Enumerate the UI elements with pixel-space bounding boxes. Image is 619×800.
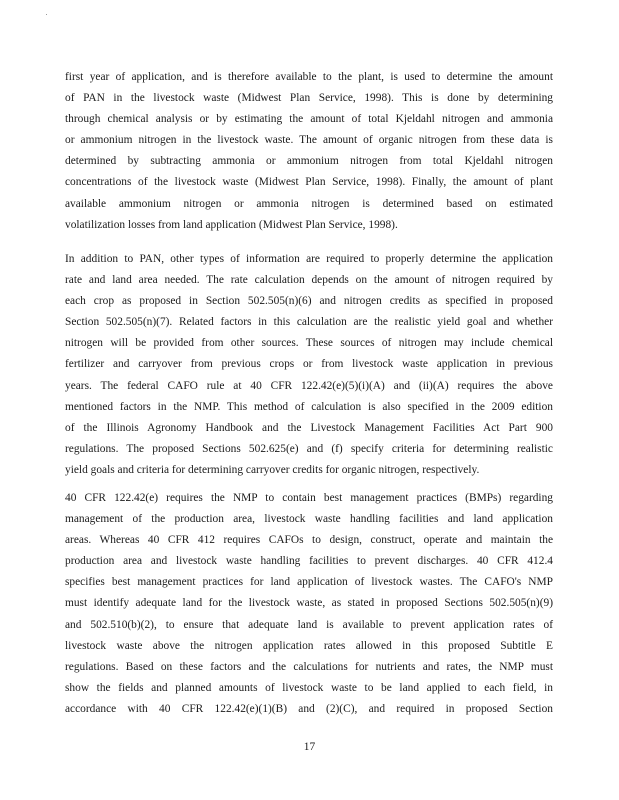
text-line: of the Illinois Agronomy Handbook and the Livestock Management Facilities Act Part 900 [65,421,553,434]
text-line: of PAN in the livestock waste (Midwest Plan Service, 1998). This is done by determining [65,92,553,105]
text-line: and 502.510(b)(2), to ensure that adequate land is available to prevent application rates of [65,618,553,631]
text-line: nitrogen will be provided from other sources. These sources of nitrogen may include chemical [65,337,553,350]
text-line: regulations. The proposed Sections 502.625(e) and (f) specify criteria for determining realistic [65,442,553,455]
text-line: volatilization losses from land application (Midwest Plan Service, 1998). [65,218,398,231]
page-number: 17 [303,741,316,753]
text-line: yield goals and criteria for determining carryover credits for organic nitrogen, respectively. [65,463,480,476]
text-line: livestock waste above the nitrogen application rates allowed in this proposed Subtitle E [65,639,553,652]
paragraph [65,488,553,720]
text-line: rate and land area needed. The rate calculation depends on the amount of nitrogen required by [65,274,553,287]
text-line: specifies best management practices for land application of livestock wastes. The CAFO's NMP [65,576,553,589]
scan-mark [46,14,47,15]
text-line: management of the production area, livestock waste handling facilities and land application [65,513,553,526]
text-line: areas. Whereas 40 CFR 412 requires CAFOs to design, construct, operate and maintain the [65,534,553,547]
text-line: determined by subtracting ammonia or ammonium nitrogen from total Kjeldahl nitrogen [65,155,553,168]
text-line: or ammonium nitrogen in the livestock waste. The amount of organic nitrogen from these data is [65,134,553,147]
text-line: 40 CFR 122.42(e) requires the NMP to contain best management practices (BMPs) regarding [65,492,553,504]
text-line: mentioned factors in the NMP. This method of calculation is also specified in the 2009 edition [65,400,553,413]
text-line: production area and livestock waste handling facilities to prevent discharges. 40 CFR 412.4 [65,555,553,568]
text-line: show the fields and planned amounts of livestock waste to be land applied to each field, in [65,681,553,694]
text-line: available ammonium nitrogen or ammonia nitrogen is determined based on estimated [65,197,553,210]
text-line: fertilizer and carryover from previous crops or from livestock waste application in previous [65,358,553,371]
text-line: accordance with 40 CFR 122.42(e)(1)(B) and (2)(C), and required in proposed Section [65,702,553,715]
text-line: In addition to PAN, other types of information are required to properly determine the application [65,253,553,265]
paragraph [65,67,553,236]
text-line: Section 502.505(n)(7). Related factors in this calculation are the realistic yield goal and whether [65,316,553,329]
text-line: each crop as proposed in Section 502.505(n)(6) and nitrogen credits as specified in proposed [65,295,553,308]
text-line: years. The federal CAFO rule at 40 CFR 122.42(e)(5)(i)(A) and (ii)(A) requires the above [65,379,553,392]
text-line: concentrations of the livestock waste (Midwest Plan Service, 1998). Finally, the amount of plant [65,176,553,189]
paragraph [65,249,553,481]
text-line: first year of application, and is therefore available to the plant, is used to determine the amount [65,71,553,83]
text-line: through chemical analysis or by estimating the amount of total Kjeldahl nitrogen and ammonia [65,113,553,126]
text-line: must identify adequate land for the livestock waste, as stated in proposed Sections 502.505(n)(9) [65,597,553,610]
text-line: regulations. Based on these factors and the calculations for nutrients and rates, the NMP must [65,660,553,673]
